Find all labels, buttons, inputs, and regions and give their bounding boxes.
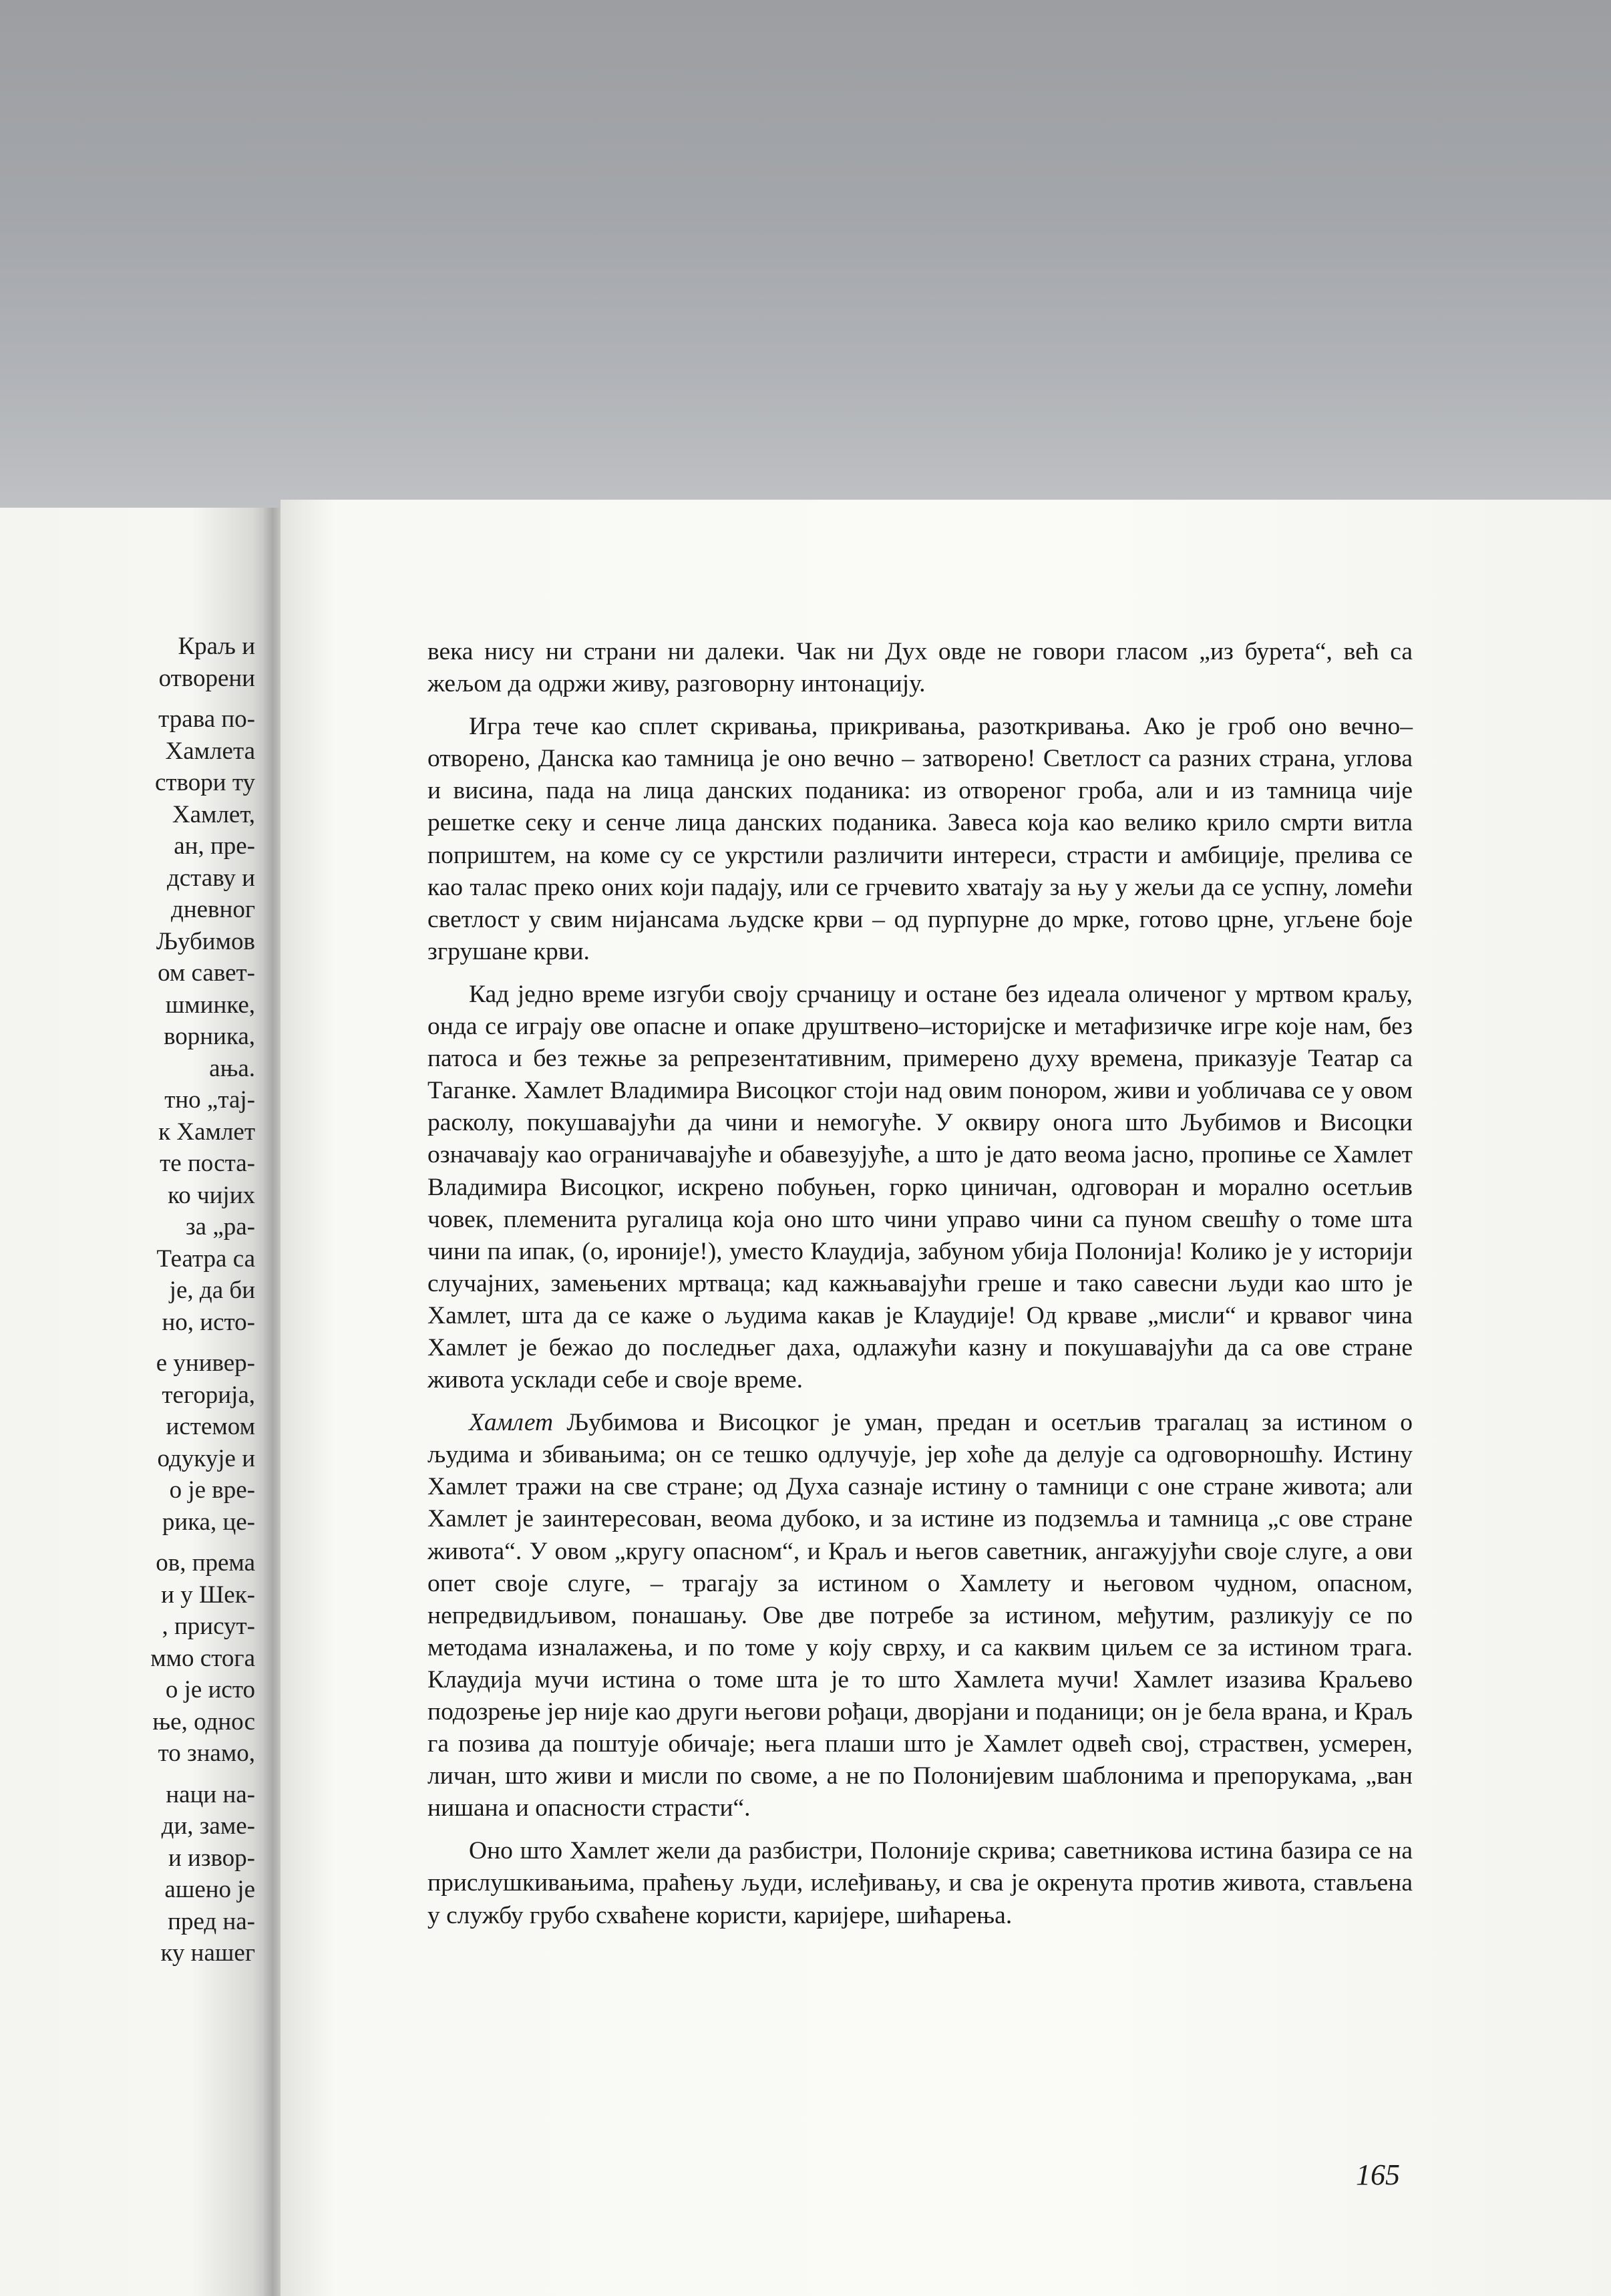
left-page-line: дставу и xyxy=(166,864,255,892)
left-page-line: тно „тај- xyxy=(164,1086,255,1114)
paragraph-3: Кад једно време изгуби своју срчаницу и остане без идеала оличеног у мртвом краљу, онда се играју ове опасне и опаке друштвено–историјске и метафизичке игре које нам, без патоса и без тежње за репрезентативним, примерено духу времена, приказује Театар са Таганке. Хамлет Владимира Висоцког стоји над овим понором, живи и уобличава се у овом расколу, покушавајући да чини и немогуће. У оквиру онога што Љубимов и Висоцки означавају као ограничавајуће и обавезујуће, а што је дато веома јасно, пропиње се Хамлет Владимира Висоцког, искрено побуњен, горко циничан, одговоран и морално осетљив човек, племенита ругалица која оно што чини управо чини са пуном свешћу о томе шта чини па ипак, (о, ироније!), уместо Клаудија, забуном убија Полонија! Колико је у историји случајних, замењених мртваца; кад кажњавајући грешe и тако савесни људи као што је Хамлет, шта да се каже о људима какав је Клаудије! Од крваве „мисли“ и крвавог чина Хамлет је бежао до последњег даха, одлажући казну и покушавајући да са ове стране живота усклади себе и своје време. xyxy=(427,980,1413,1394)
left-page-line: је, да би xyxy=(169,1277,255,1304)
left-page-line: и у Шек- xyxy=(161,1581,255,1609)
scanner-shadow xyxy=(0,0,1611,534)
left-page-line: ворника, xyxy=(164,1023,255,1050)
left-page-line: но, исто- xyxy=(162,1308,255,1336)
left-page-line: наци на- xyxy=(166,1780,255,1808)
left-page-line: те поста- xyxy=(160,1150,255,1177)
left-page-line: ашено је xyxy=(164,1876,255,1903)
left-page-line: одукује и xyxy=(157,1444,255,1472)
left-page-fragment xyxy=(0,508,274,2296)
paragraph-4: Хамлет Љубимова и Висоцког је уман, предан и осетљив трагалац за истином о људима и збивањима; он се тешко одлучује, јер хоће да делује са одговорношћу. Истину Хамлет тражи на све стране; од Духа сазнаје истину о тамници с оне стране живота; али Хамлет је заинтересован, веома дубоко, и за истине из подземља и тамница „с ове стране живота“. У овом „кругу опасном“, и Краљ и његов саветник, ангажујући своје слуге, а ови опет своје слуге, – трагају за истином о Хамлету и његовом чудном, опасном, непредвидљивом, понашању. Ове две потребе за истином, међутим, разликују се по методама изналажења, и по томе у коју сврху, и са каквим циљем се за истином трага. Клаудија мучи истина о томе шта је то што Хамлета мучи! Хамлет изазива Краљево подозрење јер није као други његови рођаци, дворјани и поданици; он је бела врана, и Краљ га позива да поштује обичаје; њега плаши што је Хамлет одвећ свој, страствен, усмерен, личан, што живи и мисли по своме, а не по Полонијевим шаблонима и препорукама, „ван нишана и опасности страсти“. xyxy=(427,1409,1413,1822)
left-page-line: рика, це- xyxy=(162,1508,255,1536)
left-page-line: ко чијих xyxy=(168,1181,255,1209)
left-page-line: о је исто xyxy=(165,1676,255,1703)
left-page-line: и извор- xyxy=(168,1844,255,1872)
paragraph-1: века нису ни страни ни далеки. Чак ни Дух овде не говори гласом „из бурета“, већ са жељом да одржи живу, разговорну интонацију. xyxy=(427,638,1413,698)
left-page-line: Хамлет, xyxy=(172,800,255,828)
left-page-line: Љубимов xyxy=(156,927,255,955)
left-page-line: ммо стога xyxy=(150,1644,255,1672)
left-page-line: пред на- xyxy=(168,1907,255,1935)
left-page-line: за „ра- xyxy=(186,1213,255,1241)
left-page-line: ов, према xyxy=(156,1549,255,1577)
paragraph-5: Оно што Хамлет жели да разбистри, Полоније скрива; саветникова истина базира се на прислушкивањима, праћењу људи, ислеђивању, и сва је окренута против живота, стављена у службу грубо схваћене користи, каријере, шићарења. xyxy=(427,1837,1413,1929)
left-page-line: ања. xyxy=(209,1054,255,1082)
left-page-line: трава по- xyxy=(158,705,255,733)
left-page-line: Краљ и xyxy=(178,633,255,660)
left-page-line: е универ- xyxy=(156,1349,255,1377)
left-page-line: отворени xyxy=(158,664,255,692)
left-page-line: дневног xyxy=(171,896,255,923)
italic-title: Хамлет xyxy=(469,1409,554,1437)
left-page-line: , присут- xyxy=(162,1613,255,1640)
left-page-line: Театра са xyxy=(156,1245,255,1273)
left-page-line: ом савет- xyxy=(158,959,255,987)
left-page-line: створи ту xyxy=(154,769,255,796)
left-page-line: то знамо, xyxy=(158,1740,255,1767)
left-page-line: о је вре- xyxy=(169,1476,255,1504)
left-page-line: ње, однос xyxy=(152,1707,255,1736)
left-page-line: ку нашег xyxy=(160,1939,255,1967)
page-number: 165 xyxy=(1356,2158,1400,2191)
left-page-line: истемом xyxy=(166,1413,255,1440)
body-text xyxy=(427,636,1413,1932)
left-page-line: к Хамлет xyxy=(158,1118,255,1146)
left-page-line: Хамлета xyxy=(165,737,255,765)
paragraph-2: Игра тече као сплет скривања, прикривања, разоткривања. Ако је гроб оно вечно–отворено, Данска као тамница је оно вечно – затворено! Светлост са разних страна, углова и висина, пада на лица данских поданика: из отвореног гроба, али и из тамница чије решетке секу и сенче лица данских поданика. Завеса која као велико крило смрти витла поприштем, на коме су се укрстили различити интереси, страсти и амбиције, прелива се као талас преко оних који падају, или се грчевито хватају за њу у жељи да се успну, ломећи светлост у свим нијансама људске крви – од пурпурне до мрке, готово црне, угљене боје згрушане крви. xyxy=(427,713,1413,965)
left-page-line: шминке, xyxy=(165,991,255,1019)
left-page-line: ди, заме- xyxy=(161,1812,255,1840)
left-page-line: ан, пре- xyxy=(174,832,255,860)
left-page-line: тегорија, xyxy=(162,1381,255,1409)
